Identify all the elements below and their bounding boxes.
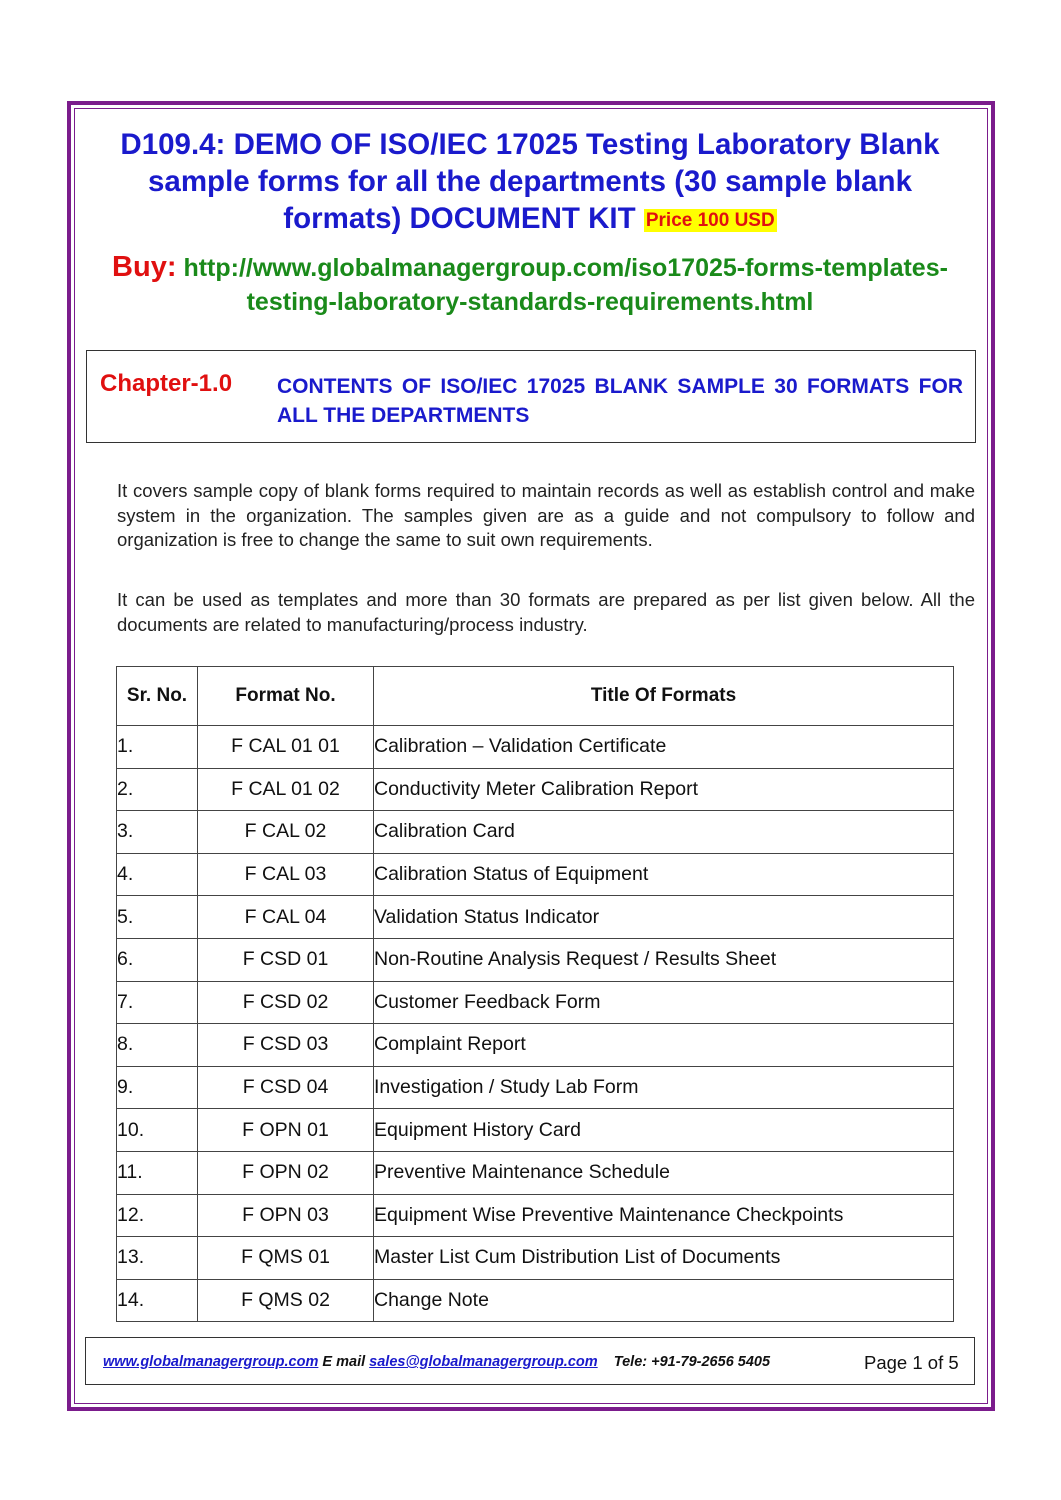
cell-format-no: F CSD 02 [198, 981, 374, 1024]
table-row [117, 1237, 954, 1280]
intro-paragraph-1: It covers sample copy of blank forms required to maintain records as well as establish control and make system in the organization. The samples given are as a guide and not compulsory to follow and organization is free to change the same to suit own requirements. [117, 480, 975, 550]
footer-email-label: E mail [322, 1354, 366, 1370]
cell-sr-no: 9. [117, 1066, 198, 1109]
header-title: Title Of Formats [374, 667, 954, 726]
formats-table [116, 666, 954, 1322]
cell-title: Equipment Wise Preventive Maintenance Checkpoints [374, 1194, 954, 1237]
document-title-text: D109.4: DEMO OF ISO/IEC 17025 Testing Laboratory Blank sample forms for all the departments (30 sample blank formats) DOCUMENT KIT [120, 128, 940, 235]
footer-tele: Tele: +91-79-2656 5405 [613, 1354, 771, 1370]
cell-title: Validation Status Indicator [374, 896, 954, 939]
cell-sr-no: 8. [117, 1024, 198, 1067]
cell-format-no: F CSD 03 [198, 1024, 374, 1067]
cell-title: Calibration Status of Equipment [374, 853, 954, 896]
table-row [117, 1194, 954, 1237]
table-row [117, 726, 954, 769]
cell-title: Customer Feedback Form [374, 981, 954, 1024]
header-sr-no: Sr. No. [117, 667, 198, 726]
document-title [90, 126, 970, 239]
cell-title: Change Note [374, 1279, 954, 1322]
footer-website-link[interactable]: www.globalmanagergroup.com [103, 1354, 319, 1370]
cell-format-no: F OPN 03 [198, 1194, 374, 1237]
cell-format-no: F CAL 01 02 [198, 768, 374, 811]
cell-format-no: F QMS 02 [198, 1279, 374, 1322]
cell-sr-no: 12. [117, 1194, 198, 1237]
cell-sr-no: 6. [117, 938, 198, 981]
cell-title: Calibration – Validation Certificate [374, 726, 954, 769]
cell-sr-no: 5. [117, 896, 198, 939]
table-row [117, 938, 954, 981]
table-row [117, 811, 954, 854]
cell-sr-no: 14. [117, 1279, 198, 1322]
table-row [117, 1109, 954, 1152]
cell-format-no: F QMS 01 [198, 1237, 374, 1280]
table-row [117, 981, 954, 1024]
cell-sr-no: 13. [117, 1237, 198, 1280]
cell-format-no: F CAL 01 01 [198, 726, 374, 769]
cell-title: Preventive Maintenance Schedule [374, 1151, 954, 1194]
cell-sr-no: 11. [117, 1151, 198, 1194]
price-badge: Price 100 USD [645, 210, 775, 231]
footer-contact [103, 1354, 770, 1370]
cell-sr-no: 10. [117, 1109, 198, 1152]
buy-section [90, 250, 970, 319]
table-row [117, 768, 954, 811]
page-number: Page 1 of 5 [864, 1352, 959, 1373]
cell-title: Calibration Card [374, 811, 954, 854]
cell-title: Non-Routine Analysis Request / Results Sheet [374, 938, 954, 981]
cell-format-no: F OPN 01 [198, 1109, 374, 1152]
cell-format-no: F CSD 04 [198, 1066, 374, 1109]
cell-format-no: F CAL 02 [198, 811, 374, 854]
cell-sr-no: 3. [117, 811, 198, 854]
cell-format-no: F OPN 02 [198, 1151, 374, 1194]
cell-title: Master List Cum Distribution List of Documents [374, 1237, 954, 1280]
table-row [117, 853, 954, 896]
buy-label: Buy: [112, 251, 177, 283]
table-row [117, 1066, 954, 1109]
chapter-label: Chapter-1.0 [100, 370, 233, 397]
cell-title: Investigation / Study Lab Form [374, 1066, 954, 1109]
table-header-row [117, 667, 954, 726]
table-row [117, 1279, 954, 1322]
cell-title: Complaint Report [374, 1024, 954, 1067]
footer-email-link[interactable]: sales@globalmanagergroup.com [369, 1354, 598, 1370]
cell-sr-no: 2. [117, 768, 198, 811]
cell-format-no: F CAL 03 [198, 853, 374, 896]
table-row [117, 1024, 954, 1067]
intro-paragraph-2: It can be used as templates and more than 30 formats are prepared as per list given below. All the documents are related to manufacturing/process industry. [117, 589, 975, 635]
cell-sr-no: 7. [117, 981, 198, 1024]
table-body [117, 726, 954, 1322]
cell-format-no: F CSD 01 [198, 938, 374, 981]
buy-link[interactable]: http://www.globalmanagergroup.com/iso17025-forms-templates-testing-laboratory-standards-requirements.html [183, 254, 948, 316]
table-row [117, 1151, 954, 1194]
cell-sr-no: 4. [117, 853, 198, 896]
cell-sr-no: 1. [117, 726, 198, 769]
cell-title: Equipment History Card [374, 1109, 954, 1152]
header-format-no: Format No. [198, 667, 374, 726]
chapter-title: CONTENTS OF ISO/IEC 17025 BLANK SAMPLE 30 FORMATS FOR ALL THE DEPARTMENTS [277, 375, 963, 427]
cell-title: Conductivity Meter Calibration Report [374, 768, 954, 811]
table-row [117, 896, 954, 939]
cell-format-no: F CAL 04 [198, 896, 374, 939]
